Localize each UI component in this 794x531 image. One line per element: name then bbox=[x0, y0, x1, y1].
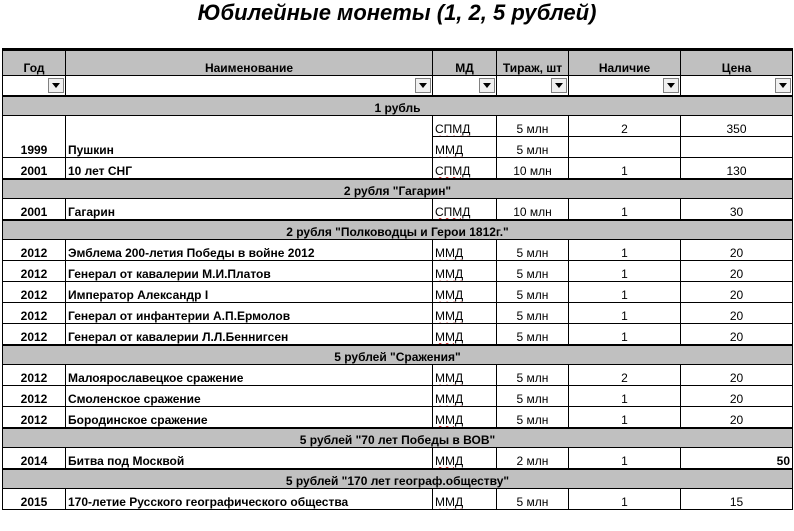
cell-tirazh[interactable]: 10 млн bbox=[497, 158, 569, 179]
cell-cena[interactable]: 20 bbox=[681, 240, 793, 261]
cell-tirazh[interactable]: 5 млн bbox=[497, 240, 569, 261]
group-label[interactable]: 5 рублей "70 лет Победы в ВОВ" bbox=[3, 428, 793, 448]
cell-tirazh[interactable]: 5 млн bbox=[497, 261, 569, 282]
cell-nalichie[interactable]: 1 bbox=[569, 489, 681, 510]
cell-md[interactable]: ММД bbox=[433, 324, 497, 345]
cell-md[interactable]: ММД bbox=[433, 448, 497, 469]
header-cena: Цена bbox=[681, 50, 793, 76]
cell-year[interactable]: 2001 bbox=[3, 158, 66, 179]
group-label[interactable]: 5 рублей "170 лет географ.обществу" bbox=[3, 469, 793, 489]
cell-tirazh[interactable]: 5 млн bbox=[497, 324, 569, 345]
cell-name[interactable]: Смоленское сражение bbox=[66, 386, 433, 407]
cell-nalichie[interactable]: 2 bbox=[569, 116, 681, 137]
cell-name[interactable]: Генерал от инфантерии А.П.Ермолов bbox=[66, 303, 433, 324]
cell-md[interactable]: ММД bbox=[433, 407, 497, 428]
filter-cell-year bbox=[3, 76, 66, 96]
table-row bbox=[3, 261, 793, 282]
table-row bbox=[3, 158, 793, 179]
cell-cena[interactable]: 20 bbox=[681, 365, 793, 386]
cell-cena[interactable]: 15 bbox=[681, 489, 793, 510]
cell-md[interactable]: ММД bbox=[433, 282, 497, 303]
filter-row bbox=[3, 76, 793, 96]
sheet-title: Юбилейные монеты (1, 2, 5 рублей) bbox=[197, 0, 597, 25]
filter-dropdown-year-icon[interactable] bbox=[48, 78, 64, 93]
cell-year[interactable]: 2012 bbox=[3, 261, 66, 282]
cell-nalichie[interactable]: 1 bbox=[569, 303, 681, 324]
cell-year[interactable]: 2014 bbox=[3, 448, 66, 469]
cell-md[interactable]: СПМД bbox=[433, 199, 497, 220]
table-row bbox=[3, 386, 793, 407]
cell-cena[interactable]: 50 bbox=[681, 448, 793, 469]
cell-year[interactable]: 2012 bbox=[3, 324, 66, 345]
group-row bbox=[3, 96, 793, 116]
coin-table bbox=[2, 48, 793, 510]
cell-tirazh[interactable]: 5 млн bbox=[497, 365, 569, 386]
header-tirazh: Тираж, шт bbox=[497, 50, 569, 76]
table-row bbox=[3, 240, 793, 261]
cell-nalichie[interactable]: 1 bbox=[569, 158, 681, 179]
table-row bbox=[3, 282, 793, 303]
cell-md[interactable]: СПМД bbox=[433, 158, 497, 179]
cell-nalichie[interactable]: 2 bbox=[569, 365, 681, 386]
cell-year[interactable]: 2015 bbox=[3, 489, 66, 510]
cell-name[interactable]: Гагарин bbox=[66, 199, 433, 220]
cell-md[interactable]: ММД bbox=[433, 365, 497, 386]
cell-tirazh[interactable]: 10 млн bbox=[497, 199, 569, 220]
cell-md[interactable]: ММД bbox=[433, 386, 497, 407]
cell-nalichie[interactable]: 1 bbox=[569, 448, 681, 469]
cell-tirazh[interactable]: 5 млн bbox=[497, 489, 569, 510]
filter-dropdown-name-icon[interactable] bbox=[415, 78, 431, 93]
group-row bbox=[3, 220, 793, 240]
cell-tirazh[interactable]: 5 млн bbox=[497, 116, 569, 137]
header-nalichie: Наличие bbox=[569, 50, 681, 76]
cell-cena[interactable]: 30 bbox=[681, 199, 793, 220]
cell-cena[interactable]: 350 bbox=[681, 116, 793, 137]
cell-name[interactable]: 170-летие Русского географического общества bbox=[66, 489, 433, 510]
cell-md[interactable]: СПМД bbox=[433, 116, 497, 137]
filter-dropdown-nalichie-icon[interactable] bbox=[663, 78, 679, 93]
cell-tirazh[interactable]: 5 млн bbox=[497, 282, 569, 303]
filter-cell-name bbox=[66, 76, 433, 96]
cell-tirazh[interactable]: 5 млн bbox=[497, 137, 569, 158]
cell-md[interactable]: ММД bbox=[433, 489, 497, 510]
table-row bbox=[3, 448, 793, 469]
cell-name[interactable]: 10 лет СНГ bbox=[66, 158, 433, 179]
group-label[interactable]: 5 рублей "Сражения" bbox=[3, 345, 793, 365]
cell-name[interactable]: Император Александр I bbox=[66, 282, 433, 303]
filter-cell-cena bbox=[681, 76, 793, 96]
cell-tirazh[interactable]: 2 млн bbox=[497, 448, 569, 469]
cell-year[interactable]: 2012 bbox=[3, 386, 66, 407]
cell-cena[interactable]: 20 bbox=[681, 407, 793, 428]
table-row bbox=[3, 199, 793, 220]
table-row bbox=[3, 116, 793, 137]
cell-md[interactable]: ММД bbox=[433, 240, 497, 261]
cell-nalichie[interactable] bbox=[569, 137, 681, 158]
cell-md[interactable]: ММД bbox=[433, 261, 497, 282]
table-row bbox=[3, 489, 793, 510]
cell-md[interactable]: ММД bbox=[433, 303, 497, 324]
cell-year[interactable]: 2012 bbox=[3, 365, 66, 386]
table-row bbox=[3, 324, 793, 345]
cell-year[interactable]: 2012 bbox=[3, 282, 66, 303]
table-row bbox=[3, 365, 793, 386]
cell-tirazh[interactable]: 5 млн bbox=[497, 303, 569, 324]
cell-name[interactable]: Пушкин bbox=[66, 116, 433, 158]
cell-nalichie[interactable]: 1 bbox=[569, 240, 681, 261]
filter-cell-md bbox=[433, 76, 497, 96]
cell-tirazh[interactable]: 5 млн bbox=[497, 407, 569, 428]
cell-year[interactable]: 1999 bbox=[3, 116, 66, 158]
cell-name[interactable]: Малоярославецкое сражение bbox=[66, 365, 433, 386]
group-row bbox=[3, 469, 793, 489]
header-md: МД bbox=[433, 50, 497, 76]
cell-name[interactable]: Генерал от кавалерии М.И.Платов bbox=[66, 261, 433, 282]
filter-cell-nalichie bbox=[569, 76, 681, 96]
group-label[interactable]: 1 рубль bbox=[3, 96, 793, 116]
cell-year[interactable]: 2012 bbox=[3, 240, 66, 261]
cell-cena[interactable] bbox=[681, 137, 793, 158]
filter-dropdown-md-icon[interactable] bbox=[479, 78, 495, 93]
table-row bbox=[3, 407, 793, 428]
cell-cena[interactable]: 20 bbox=[681, 324, 793, 345]
cell-cena[interactable]: 20 bbox=[681, 386, 793, 407]
cell-nalichie[interactable]: 1 bbox=[569, 261, 681, 282]
filter-dropdown-cena-icon[interactable] bbox=[775, 78, 791, 93]
cell-cena[interactable]: 20 bbox=[681, 282, 793, 303]
cell-nalichie[interactable]: 1 bbox=[569, 282, 681, 303]
cell-nalichie[interactable]: 1 bbox=[569, 324, 681, 345]
group-label[interactable]: 2 рубля "Полководцы и Герои 1812г." bbox=[3, 220, 793, 240]
group-label[interactable]: 2 рубля "Гагарин" bbox=[3, 179, 793, 199]
cell-cena[interactable]: 20 bbox=[681, 303, 793, 324]
cell-cena[interactable]: 20 bbox=[681, 261, 793, 282]
cell-nalichie[interactable]: 1 bbox=[569, 386, 681, 407]
cell-year[interactable]: 2001 bbox=[3, 199, 66, 220]
cell-nalichie[interactable]: 1 bbox=[569, 199, 681, 220]
filter-dropdown-tirazh-icon[interactable] bbox=[551, 78, 567, 93]
cell-name[interactable]: Эмблема 200-летия Победы в войне 2012 bbox=[66, 240, 433, 261]
cell-year[interactable]: 2012 bbox=[3, 407, 66, 428]
header-name: Наименование bbox=[66, 50, 433, 76]
cell-nalichie[interactable]: 1 bbox=[569, 407, 681, 428]
cell-name[interactable]: Генерал от кавалерии Л.Л.Беннигсен bbox=[66, 324, 433, 345]
cell-cena[interactable]: 130 bbox=[681, 158, 793, 179]
cell-name[interactable]: Бородинское сражение bbox=[66, 407, 433, 428]
cell-name[interactable]: Битва под Москвой bbox=[66, 448, 433, 469]
header-row bbox=[3, 50, 793, 76]
cell-tirazh[interactable]: 5 млн bbox=[497, 386, 569, 407]
group-row bbox=[3, 428, 793, 448]
group-row bbox=[3, 179, 793, 199]
table-row bbox=[3, 303, 793, 324]
group-row bbox=[3, 345, 793, 365]
cell-year[interactable]: 2012 bbox=[3, 303, 66, 324]
header-year: Год bbox=[3, 50, 66, 76]
filter-cell-tirazh bbox=[497, 76, 569, 96]
cell-md[interactable]: ММД bbox=[433, 137, 497, 158]
